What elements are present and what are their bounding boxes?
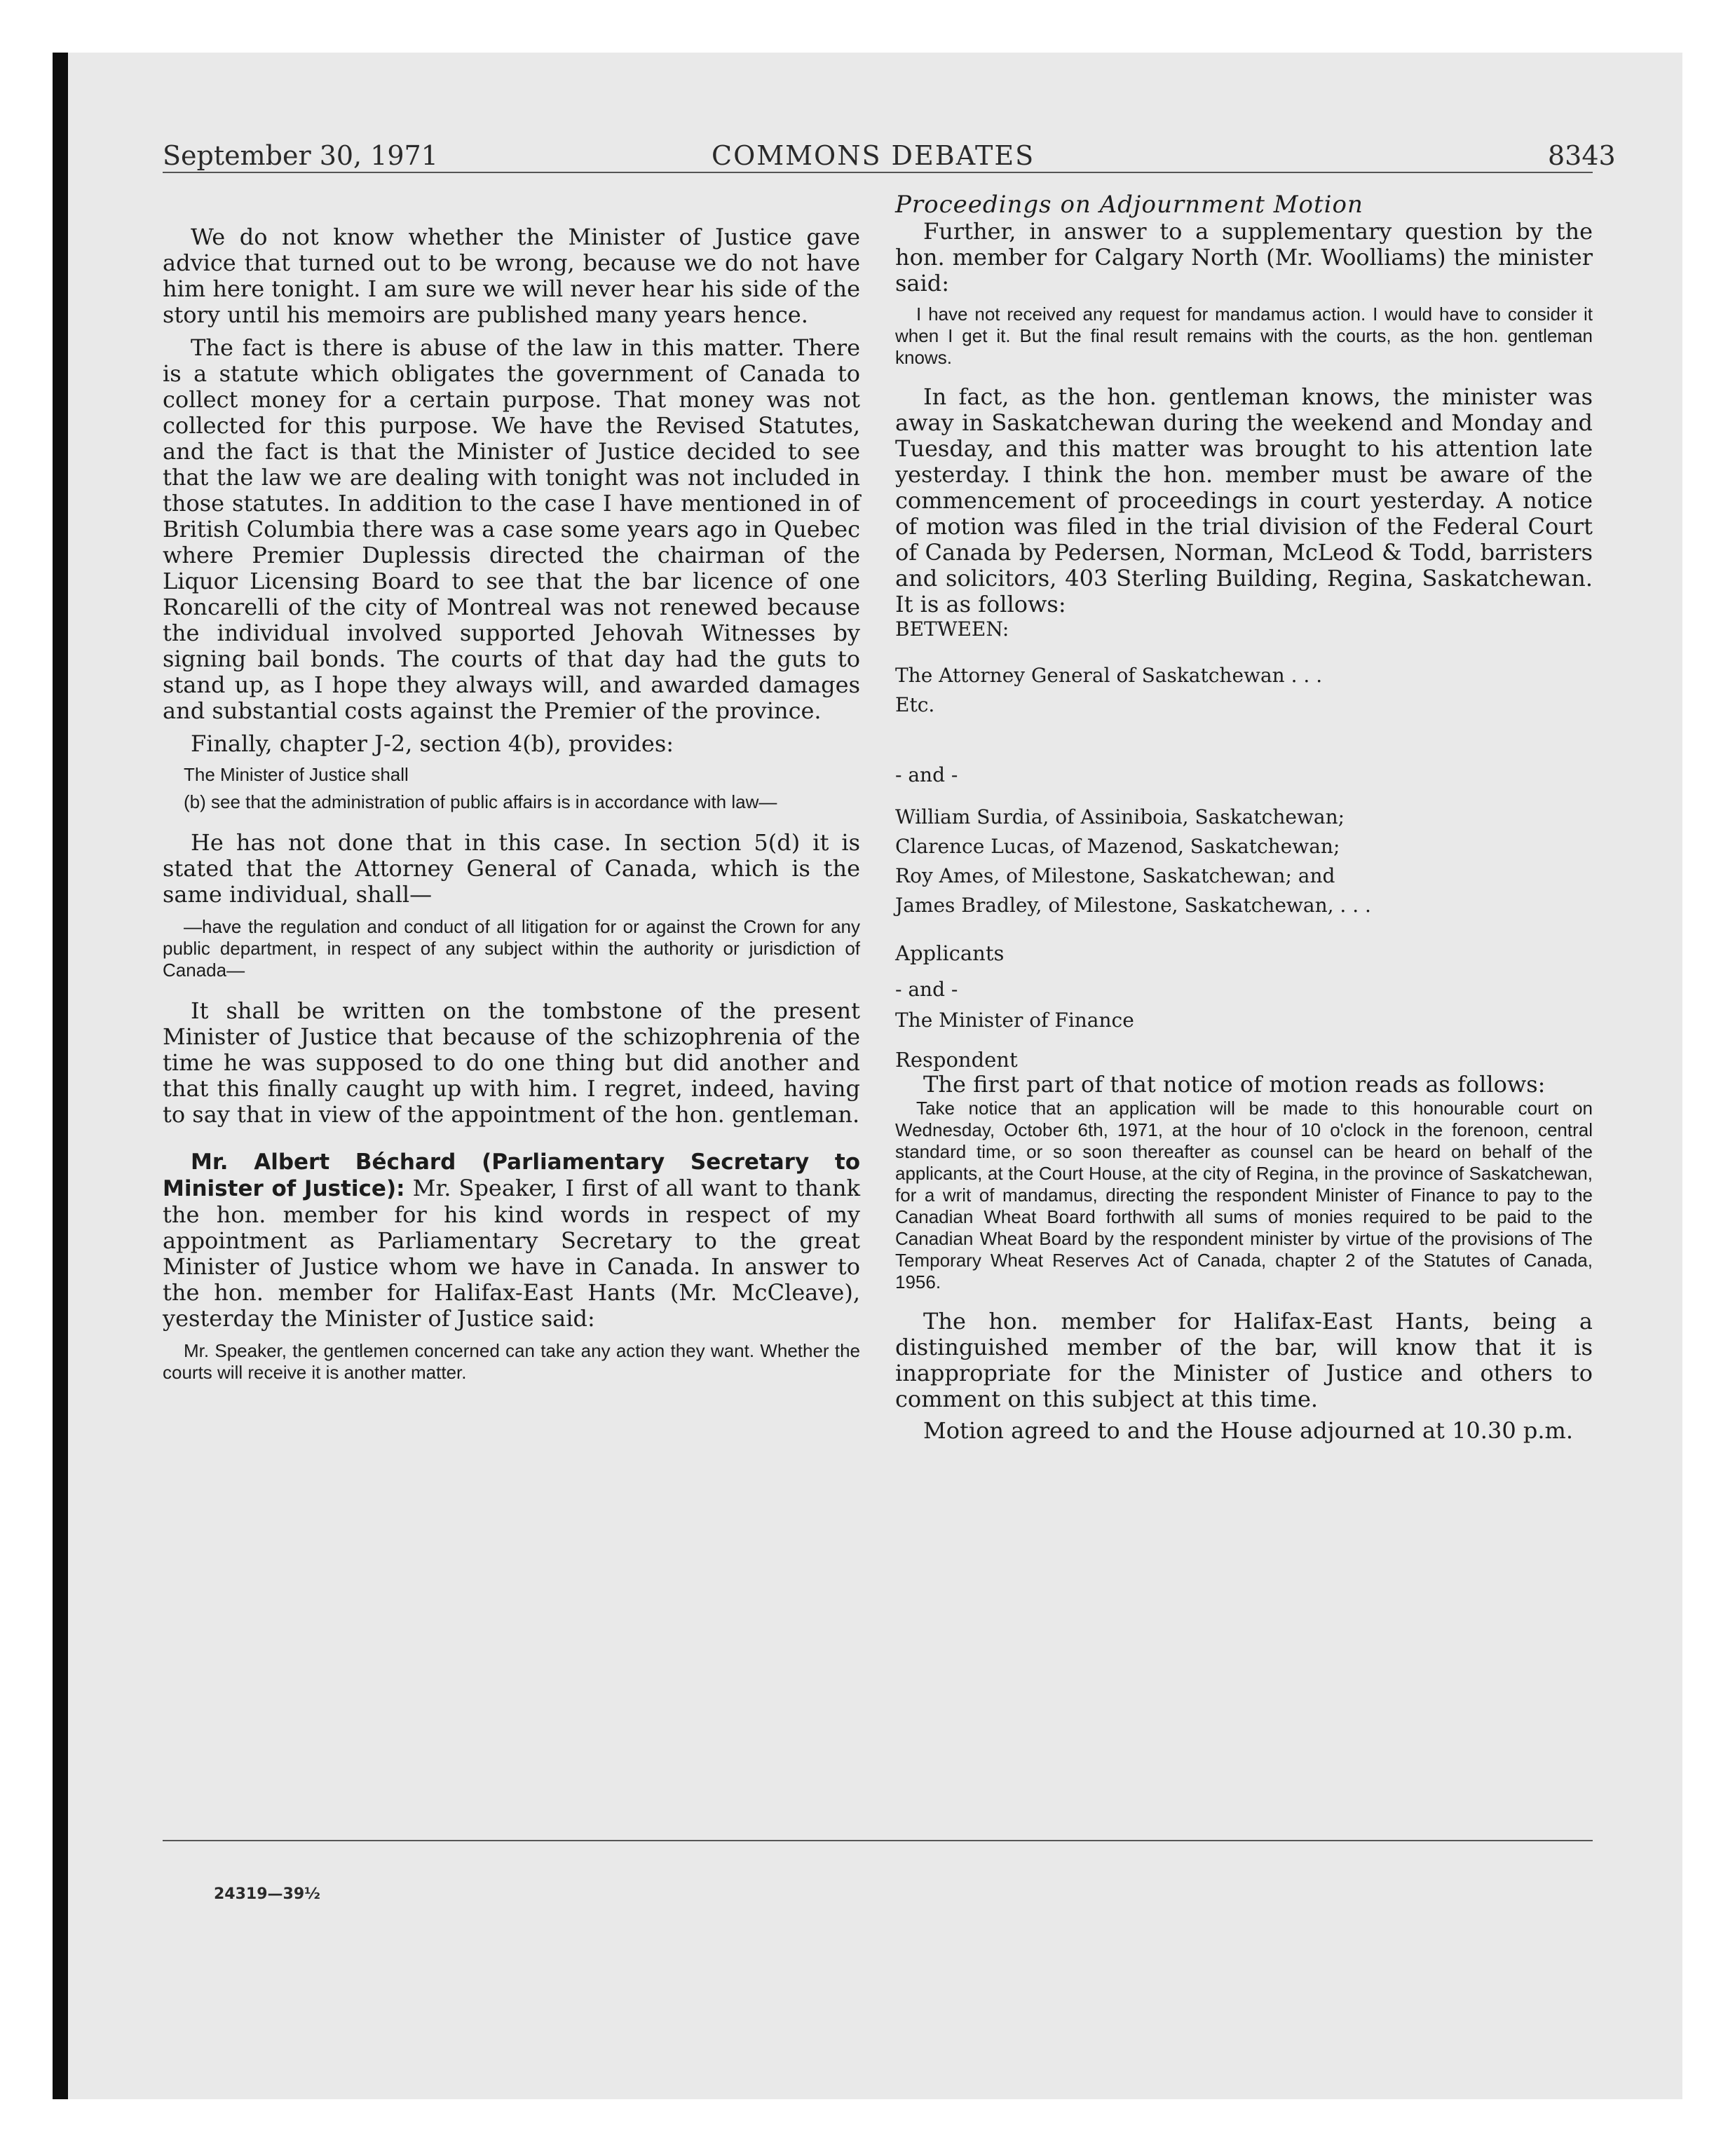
paragraph: In fact, as the hon. gentleman knows, the minister was away in Saskatchewan during the weekend and Monday and Tuesday, and this matter was brought to his attention late yesterday. I think the hon. member must be aware of the commencement of proceedings in court yesterday. A notice of motion was filed in the trial division of the Federal Court of Canada by Pedersen, Norman, McLeod & Todd, barristers and solicitors, 403 Sterling Building, Regina, Saskatchewan. It is as follows: xyxy=(895,383,1593,618)
header-date: September 30, 1971 xyxy=(163,140,438,171)
speaker-name: Mr. Albert Béchard (Parliamentary Secretary to Minister of Justice): xyxy=(163,1149,860,1201)
footer-print-code: 24319—39½ xyxy=(214,1885,320,1903)
party-line: The Attorney General of Saskatchewan . . . xyxy=(895,664,1323,687)
paragraph: It shall be written on the tombstone of the present Minister of Justice that because of the schizophrenia of the time he was supposed to do one thing but did another and that this finally caught up with him. I regret, indeed, having to say that in view of the appointment of the hon. gentleman. xyxy=(163,997,860,1128)
speech-paragraph xyxy=(163,1149,860,1332)
and-separator: - and - xyxy=(895,763,958,786)
respondent-label: Respondent xyxy=(895,1048,1018,1072)
paragraph: Motion agreed to and the House adjourned at 10.30 p.m. xyxy=(923,1417,1574,1444)
etc-line: Etc. xyxy=(895,693,935,716)
quotation: —have the regulation and conduct of all litigation for or against the Crown for any public department, in respect of any subject within the authority or jurisdiction of Canada— xyxy=(163,916,860,981)
party-line: The Minister of Finance xyxy=(895,1009,1134,1032)
party-line: Clarence Lucas, of Mazenod, Saskatchewan; xyxy=(895,835,1340,858)
between-label: BETWEEN: xyxy=(895,618,1009,641)
quotation: The Minister of Justice shall xyxy=(184,764,409,785)
and-separator: - and - xyxy=(895,978,958,1001)
quotation: Mr. Speaker, the gentlemen concerned can take any action they want. Whether the courts will receive it is another matter. xyxy=(163,1340,860,1383)
scan-binding-edge xyxy=(53,53,68,2099)
header-title: COMMONS DEBATES xyxy=(712,140,1035,171)
speech-text: Mr. Speaker, I first of all want to thank the hon. member for his kind words in respect of my appointment as Parliamentary Secretary to the great Minister of Justice whom we have in Canada. In answer to the hon. member for Halifax-East Hants (Mr. McCleave), yesterday the Minister of Justice said: xyxy=(163,1175,861,1332)
paragraph: We do not know whether the Minister of Justice gave advice that turned out to be wrong, because we do not have him here tonight. I am sure we will never hear his side of the story until his memoirs are published many years hence. xyxy=(163,224,860,328)
right-column xyxy=(895,191,1593,1444)
paragraph: The first part of that notice of motion reads as follows: xyxy=(923,1071,1546,1098)
party-line: William Surdia, of Assiniboia, Saskatchewan; xyxy=(895,805,1345,828)
party-line: James Bradley, of Milestone, Saskatchewan, . . . xyxy=(895,894,1371,917)
header-rule xyxy=(163,172,1593,173)
paragraph: Finally, chapter J-2, section 4(b), provides: xyxy=(191,730,674,757)
left-column xyxy=(163,224,860,1384)
footer-rule xyxy=(163,1840,1593,1841)
paragraph: He has not done that in this case. In section 5(d) it is stated that the Attorney General of Canada, which is the same individual, shall— xyxy=(163,829,860,908)
quotation: Take notice that an application will be made to this honourable court on Wednesday, October 6th, 1971, at the hour of 10 o'clock in the forenoon, central standard time, or so soon thereafter as counsel can be heard on behalf of the applicants, at the Court House, at the city of Regina, in the province of Saskatchewan, for a writ of mandamus, directing the respondent Minister of Finance to pay to the Canadian Wheat Board forthwith all sums of monies required to be paid to the Canadian Wheat Board by the respondent minister by virtue of the provisions of The Temporary Wheat Reserves Act of Canada, chapter 2 of the Statutes of Canada, 1956. xyxy=(895,1098,1593,1292)
paragraph: The fact is there is abuse of the law in this matter. There is a statute which obligates the government of Canada to collect money for a certain purpose. That money was not collected for this purpose. We have the Revised Statutes, and the fact is that the Minister of Justice decided to see that the law we are dealing with tonight was not included in those statutes. In addition to the case I have mentioned in of British Columbia there was a case some years ago in Quebec where Premier Duplessis directed the chairman of the Liquor Licensing Board to see that the bar licence of one Roncarelli of the city of Montreal was not renewed because the individual involved supported Jehovah Witnesses by signing bail bonds. The courts of that day had the guts to stand up, as I hope they always will, and awarded damages and substantial costs against the Premier of the province. xyxy=(163,334,860,724)
section-subheading: Proceedings on Adjournment Motion xyxy=(895,191,1363,219)
paragraph: The hon. member for Halifax-East Hants, being a distinguished member of the bar, will know that it is inappropriate for the Minister of Justice and others to comment on this subject at this time. xyxy=(895,1308,1593,1412)
quotation: (b) see that the administration of public affairs is in accordance with law— xyxy=(184,791,777,812)
party-line: Roy Ames, of Milestone, Saskatchewan; and xyxy=(895,864,1335,887)
paragraph: Further, in answer to a supplementary question by the hon. member for Calgary North (Mr. Woolliams) the minister said: xyxy=(895,218,1593,296)
header-page-number: 8343 xyxy=(1548,140,1616,171)
quotation: I have not received any request for mandamus action. I would have to consider it when I get it. But the final result remains with the courts, as the hon. gentleman knows. xyxy=(895,303,1593,368)
applicants-label: Applicants xyxy=(895,941,1005,965)
